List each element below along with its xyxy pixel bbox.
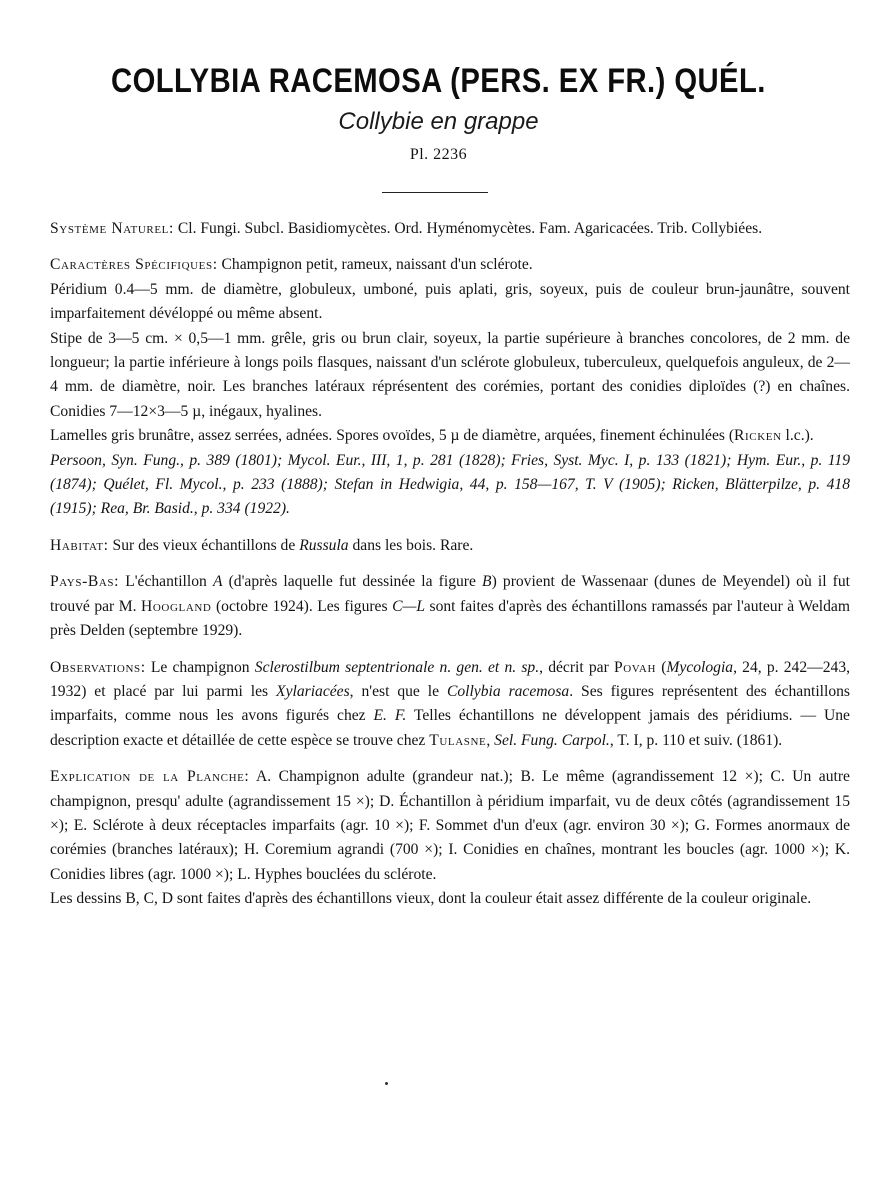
caracteres-paragraph	[50, 253, 850, 277]
paysbas-fig-a: A	[212, 573, 223, 591]
observations-label: Observations:	[50, 658, 146, 676]
habitat-paragraph	[50, 534, 850, 558]
observations-paragraph	[50, 656, 850, 754]
lamelles-paragraph	[50, 424, 850, 448]
obs-text-4: , 24, p. 242—243, 1932) et placé par lui parmi les	[50, 658, 851, 700]
references-paragraph: Persoon, Syn. Fung., p. 389 (1801); Mycol. Eur., III, 1, p. 281 (1828); Fries, Syst. Myc. I, p. 133 (1821); Hym. Eur., p. 119 (1874); Quélet, Fl. Mycol., p. 233 (1888); Stefan in Hedwigia, 44, p. 158—167, T. V (1905); Ricken, Blätterpilze, p. 418 (1915); Rea, Br. Basid., p. 334 (1922).	[50, 451, 850, 518]
paysbas-text-3: ) provient de Wassenaar (dunes de Meyendel) où il fut trouvé par M.	[50, 573, 850, 615]
obs-text-6: . Ses figures représentent des échantillons imparfaits, comme nous les avons figurés chez	[50, 682, 850, 725]
systeme-paragraph	[50, 217, 850, 241]
obs-text-2: , décrit par	[539, 658, 614, 676]
systeme-text: Cl. Fungi. Subcl. Basidiomycètes. Ord. Hyménomycètes. Fam. Agaricacées. Trib. Collybiées.	[173, 220, 763, 237]
page-subtitle: Collybie en grappe	[338, 108, 539, 135]
page-title: COLLYBIA RACEMOSA (PERS. EX FR.) QUÉL.	[111, 62, 766, 100]
habitat-genus: Russula	[299, 536, 349, 554]
paysbas-collector: Hoogland	[141, 597, 212, 615]
habitat-tail: dans les bois. Rare.	[348, 536, 474, 554]
obs-text-8: ,	[486, 731, 495, 749]
obs-author-tulasne: Tulasne	[429, 731, 487, 749]
plate-number: Pl. 2236	[409, 146, 468, 163]
obs-text-5: , n'est que le	[349, 682, 447, 700]
dessins-paragraph: Les dessins B, C, D sont faites d'après des échantillons vieux, dont la couleur était assez différente de la couleur originale.	[50, 890, 812, 908]
explication-text: A. Champignon adulte (grandeur nat.); B. Le même (agrandissement 12 ×); C. Un autre champignon, presqu' adulte (agrandissement 15 ×); D. Échantillon à péridium imparfait, vu de deux côtés (agrandissement 15 ×); E. Sclérote à deux réceptacles imparfaits (agr. 10 ×); F. Sommet d'un d'eux (agr. environ 30 ×); G. Formes anormaux de corémies (branches latéraux); H. Coremium agrandi (700 ×); I. Conidies en chaînes, montrant les boucles (agr. 1000 ×); K. Conidies libres (agr. 1000 ×); L. Hyphes bouclées du sclérote.	[50, 768, 850, 883]
obs-journal: Mycologia	[666, 658, 734, 676]
lamelles-text: Lamelles gris brunâtre, assez serrées, adnées. Spores ovoïdes, 5 µ de diamètre, arquées, finement échinulées (	[50, 427, 735, 445]
obs-author-povah: Povah	[613, 658, 657, 676]
habitat-label: Habitat:	[50, 536, 109, 554]
paysbas-label: Pays-Bas:	[50, 573, 120, 591]
explication-paragraph	[50, 765, 850, 887]
obs-book: Sel. Fung. Carpol.	[494, 731, 610, 749]
obs-family: Xylariacées	[276, 682, 350, 700]
systeme-label: Système Naturel:	[50, 220, 174, 237]
peridium-paragraph: Péridium 0.4—5 mm. de diamètre, globuleux, umboné, puis aplati, gris, soyeux, puis de couleur brun-jaunâtre, souvent imparfaitement dévéloppé ou même absent.	[50, 280, 850, 323]
lamelles-tail: l.c.).	[781, 427, 814, 445]
document-body	[50, 217, 850, 912]
divider-rule	[382, 192, 488, 193]
obs-text-7: Telles échantillons ne développent jamais des péridiums. — Une description exacte et détaillée de cette espèce se trouve chez	[50, 707, 850, 749]
obs-text-9: , T. I, p. 110 et suiv. (1861).	[609, 731, 783, 749]
paysbas-fig-b: B	[482, 573, 492, 591]
paysbas-text-2: (d'après laquelle fut dessinée la figure	[222, 573, 483, 591]
paysbas-text-4: (octobre 1924). Les figures	[211, 597, 393, 615]
obs-text-3: (	[656, 658, 667, 676]
stray-dot	[385, 1082, 388, 1085]
obs-species: Sclerostilbum septentrionale n. gen. et n. sp.	[254, 658, 540, 676]
caracteres-text: Champignon petit, rameux, naissant d'un sclérote.	[217, 256, 533, 274]
paysbas-fig-cl: C—L	[392, 597, 426, 615]
paysbas-text-5: sont faites d'après des échantillons ramassés par l'auteur à Weldam près Delden (septembre 1929).	[50, 597, 850, 640]
caracteres-label: Caractères Spécifiques:	[50, 256, 218, 274]
paysbas-text-1: L'échantillon	[119, 573, 213, 591]
habitat-text: Sur des vieux échantillons de	[108, 536, 300, 554]
paysbas-paragraph	[50, 570, 850, 643]
obs-collybia: Collybia racemosa	[446, 682, 570, 700]
obs-text-1: Le champignon	[145, 658, 255, 676]
lamelles-author: Ricken	[734, 427, 782, 445]
obs-figs-ef: E. F.	[373, 707, 407, 725]
explication-label: Explication de la Planche:	[50, 768, 250, 786]
stipe-paragraph: Stipe de 3—5 cm. × 0,5—1 mm. grêle, gris ou brun clair, soyeux, la partie supérieure à branches concolores, de 2 mm. de longueur; la partie inférieure à longs poils flasques, naissant d'un sclérote globuleux, tuberculeux, quelquefois anguleux, de 2—4 mm. de diamètre, noir. Les branches latéraux réprésentent des corémies, portant des conidies diploïdes (?) en chaînes. Conidies 7—12×3—5 µ, inégaux, hyalines.	[50, 329, 850, 420]
